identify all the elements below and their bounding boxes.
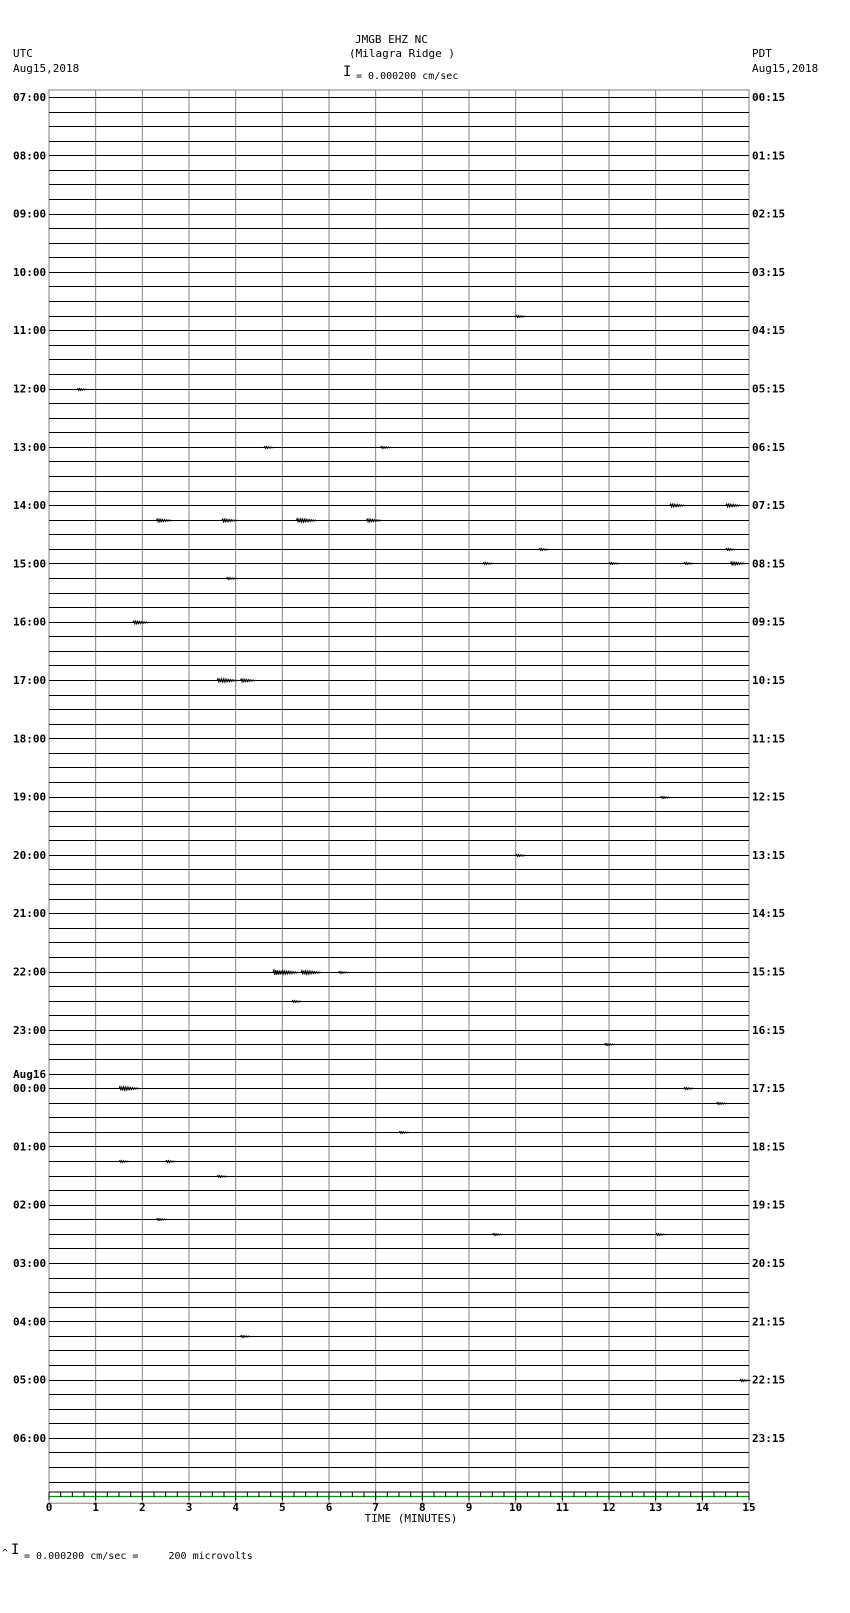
right-time-label: 08:15	[752, 557, 786, 571]
right-time-label: 14:15	[752, 907, 786, 921]
seismic-event-mark	[604, 1044, 615, 1046]
footer-scale-bar-icon: I	[11, 1542, 20, 1558]
seismic-event-mark	[483, 563, 494, 565]
seismic-event-mark	[366, 519, 382, 522]
seismic-event-mark	[726, 504, 742, 507]
right-time-label: 19:15	[752, 1198, 786, 1212]
left-time-label: 00:00	[13, 1082, 47, 1096]
seismic-event-mark	[492, 1234, 503, 1236]
seismic-event-mark	[156, 1219, 167, 1221]
right-time-label: 09:15	[752, 615, 786, 629]
x-tick-label: 0	[45, 1501, 53, 1514]
seismic-event-mark	[264, 447, 275, 449]
left-time-label: 09:00	[13, 207, 47, 221]
seismic-event-mark	[240, 679, 256, 682]
seismic-event-mark	[684, 1088, 695, 1090]
right-time-label: 01:15	[752, 149, 786, 163]
left-time-label: 13:00	[13, 440, 47, 454]
left-time-label: 04:00	[13, 1315, 47, 1329]
right-time-label: 18:15	[752, 1140, 786, 1154]
left-time-label: 10:00	[13, 265, 47, 279]
right-time-label: 15:15	[752, 965, 786, 979]
x-axis-title: TIME (MINUTES)	[364, 1512, 458, 1525]
left-time-label: 16:00	[13, 615, 47, 629]
right-time-label: 22:15	[752, 1373, 786, 1387]
left-time-label: 02:00	[13, 1198, 47, 1212]
x-tick-label: 2	[139, 1501, 146, 1514]
right-time-label: 03:15	[752, 265, 786, 279]
x-tick-label: 5	[279, 1501, 286, 1514]
left-time-label: 20:00	[13, 848, 47, 862]
seismic-event-mark	[119, 1087, 141, 1091]
right-time-label: 12:15	[752, 790, 786, 804]
right-time-label: 02:15	[752, 207, 786, 221]
left-time-label: 19:00	[13, 790, 47, 804]
right-time-label: 00:15	[752, 91, 786, 104]
right-time-label: 21:15	[752, 1315, 786, 1329]
seismic-event-mark	[726, 549, 737, 551]
right-timezone: PDT	[752, 47, 772, 60]
right-time-label: 07:15	[752, 499, 786, 513]
x-tick-label: 10	[509, 1501, 523, 1514]
seismic-event-mark	[166, 1161, 177, 1163]
left-time-label: 05:00	[13, 1373, 47, 1387]
right-time-label: 06:15	[752, 440, 786, 454]
station-title: JMGB EHZ NC	[355, 33, 428, 46]
right-time-label: 13:15	[752, 848, 786, 862]
seismic-event-mark	[338, 972, 349, 974]
right-date: Aug15,2018	[752, 62, 819, 75]
right-time-label: 05:15	[752, 382, 786, 396]
seismic-event-mark	[217, 1176, 228, 1178]
x-tick-label: 7	[372, 1501, 379, 1514]
seismic-event-mark	[716, 1103, 727, 1105]
x-tick-label: 4	[232, 1501, 239, 1514]
seismic-event-mark	[273, 970, 300, 975]
seismic-event-mark	[240, 1336, 251, 1338]
seismic-event-mark	[399, 1132, 410, 1134]
left-time-label: 06:00	[13, 1431, 47, 1445]
left-time-label: 07:00	[13, 91, 47, 104]
right-time-label: 11:15	[752, 732, 786, 746]
left-time-label: 15:00	[13, 557, 47, 571]
left-time-label: 12:00	[13, 382, 47, 396]
seismic-event-mark	[133, 621, 149, 624]
right-time-label: 10:15	[752, 674, 786, 687]
right-time-label: 17:15	[752, 1082, 786, 1096]
left-time-label: 01:00	[13, 1140, 47, 1154]
left-time-label: 08:00	[13, 149, 47, 163]
x-tick-label: 15	[742, 1501, 756, 1514]
seismic-event-mark	[539, 549, 550, 551]
footer-marker-icon: ^	[2, 1548, 9, 1559]
right-time-label: 23:15	[752, 1431, 786, 1445]
seismic-event-mark	[660, 797, 671, 799]
left-time-label: 23:00	[13, 1023, 47, 1037]
left-timezone: UTC	[13, 47, 33, 60]
seismic-event-mark	[609, 563, 620, 565]
left-time-label: 21:00	[13, 907, 47, 921]
footer-scale-note: = 0.000200 cm/sec = 200 microvolts	[24, 1551, 253, 1562]
station-location: (Milagra Ridge )	[349, 47, 455, 60]
right-time-label: 04:15	[752, 324, 786, 338]
x-tick-label: 6	[325, 1501, 333, 1514]
seismic-event-mark	[156, 519, 172, 522]
seismic-event-mark	[670, 504, 686, 507]
x-tick-label: 3	[185, 1501, 193, 1514]
seismic-event-mark	[292, 1001, 303, 1003]
left-time-label: 03:00	[13, 1257, 47, 1270]
seismic-event-mark	[516, 855, 527, 857]
seismic-event-mark	[656, 1234, 667, 1236]
x-tick-label: 14	[695, 1501, 709, 1514]
scale-text: = 0.000200 cm/sec	[356, 71, 459, 82]
left-time-label: 18:00	[13, 732, 47, 746]
left-date: Aug15,2018	[13, 62, 80, 75]
left-time-label: 17:00	[13, 674, 47, 687]
x-tick-label: 11	[555, 1501, 569, 1514]
seismic-event-mark	[301, 971, 323, 975]
seismic-event-mark	[77, 389, 88, 391]
left-time-label: 22:00	[13, 965, 47, 979]
x-tick-label: 8	[419, 1501, 426, 1514]
left-time-label: 11:00	[13, 324, 47, 338]
x-tick-label: 9	[465, 1501, 473, 1514]
scale-bar-icon: I	[343, 64, 352, 80]
date-change-label: Aug16	[13, 1068, 47, 1082]
right-time-label: 20:15	[752, 1257, 786, 1270]
seismic-event-mark	[684, 563, 695, 565]
right-time-label: 16:15	[752, 1023, 786, 1037]
x-tick-label: 12	[602, 1501, 616, 1514]
seismic-event-mark	[380, 447, 391, 449]
seismic-event-mark	[119, 1161, 130, 1163]
x-tick-label: 1	[92, 1501, 99, 1514]
seismic-event-mark	[730, 562, 746, 565]
x-tick-label: 13	[649, 1501, 663, 1514]
left-time-label: 14:00	[13, 499, 47, 513]
seismic-event-mark	[516, 316, 527, 318]
seismic-event-mark	[296, 519, 318, 523]
